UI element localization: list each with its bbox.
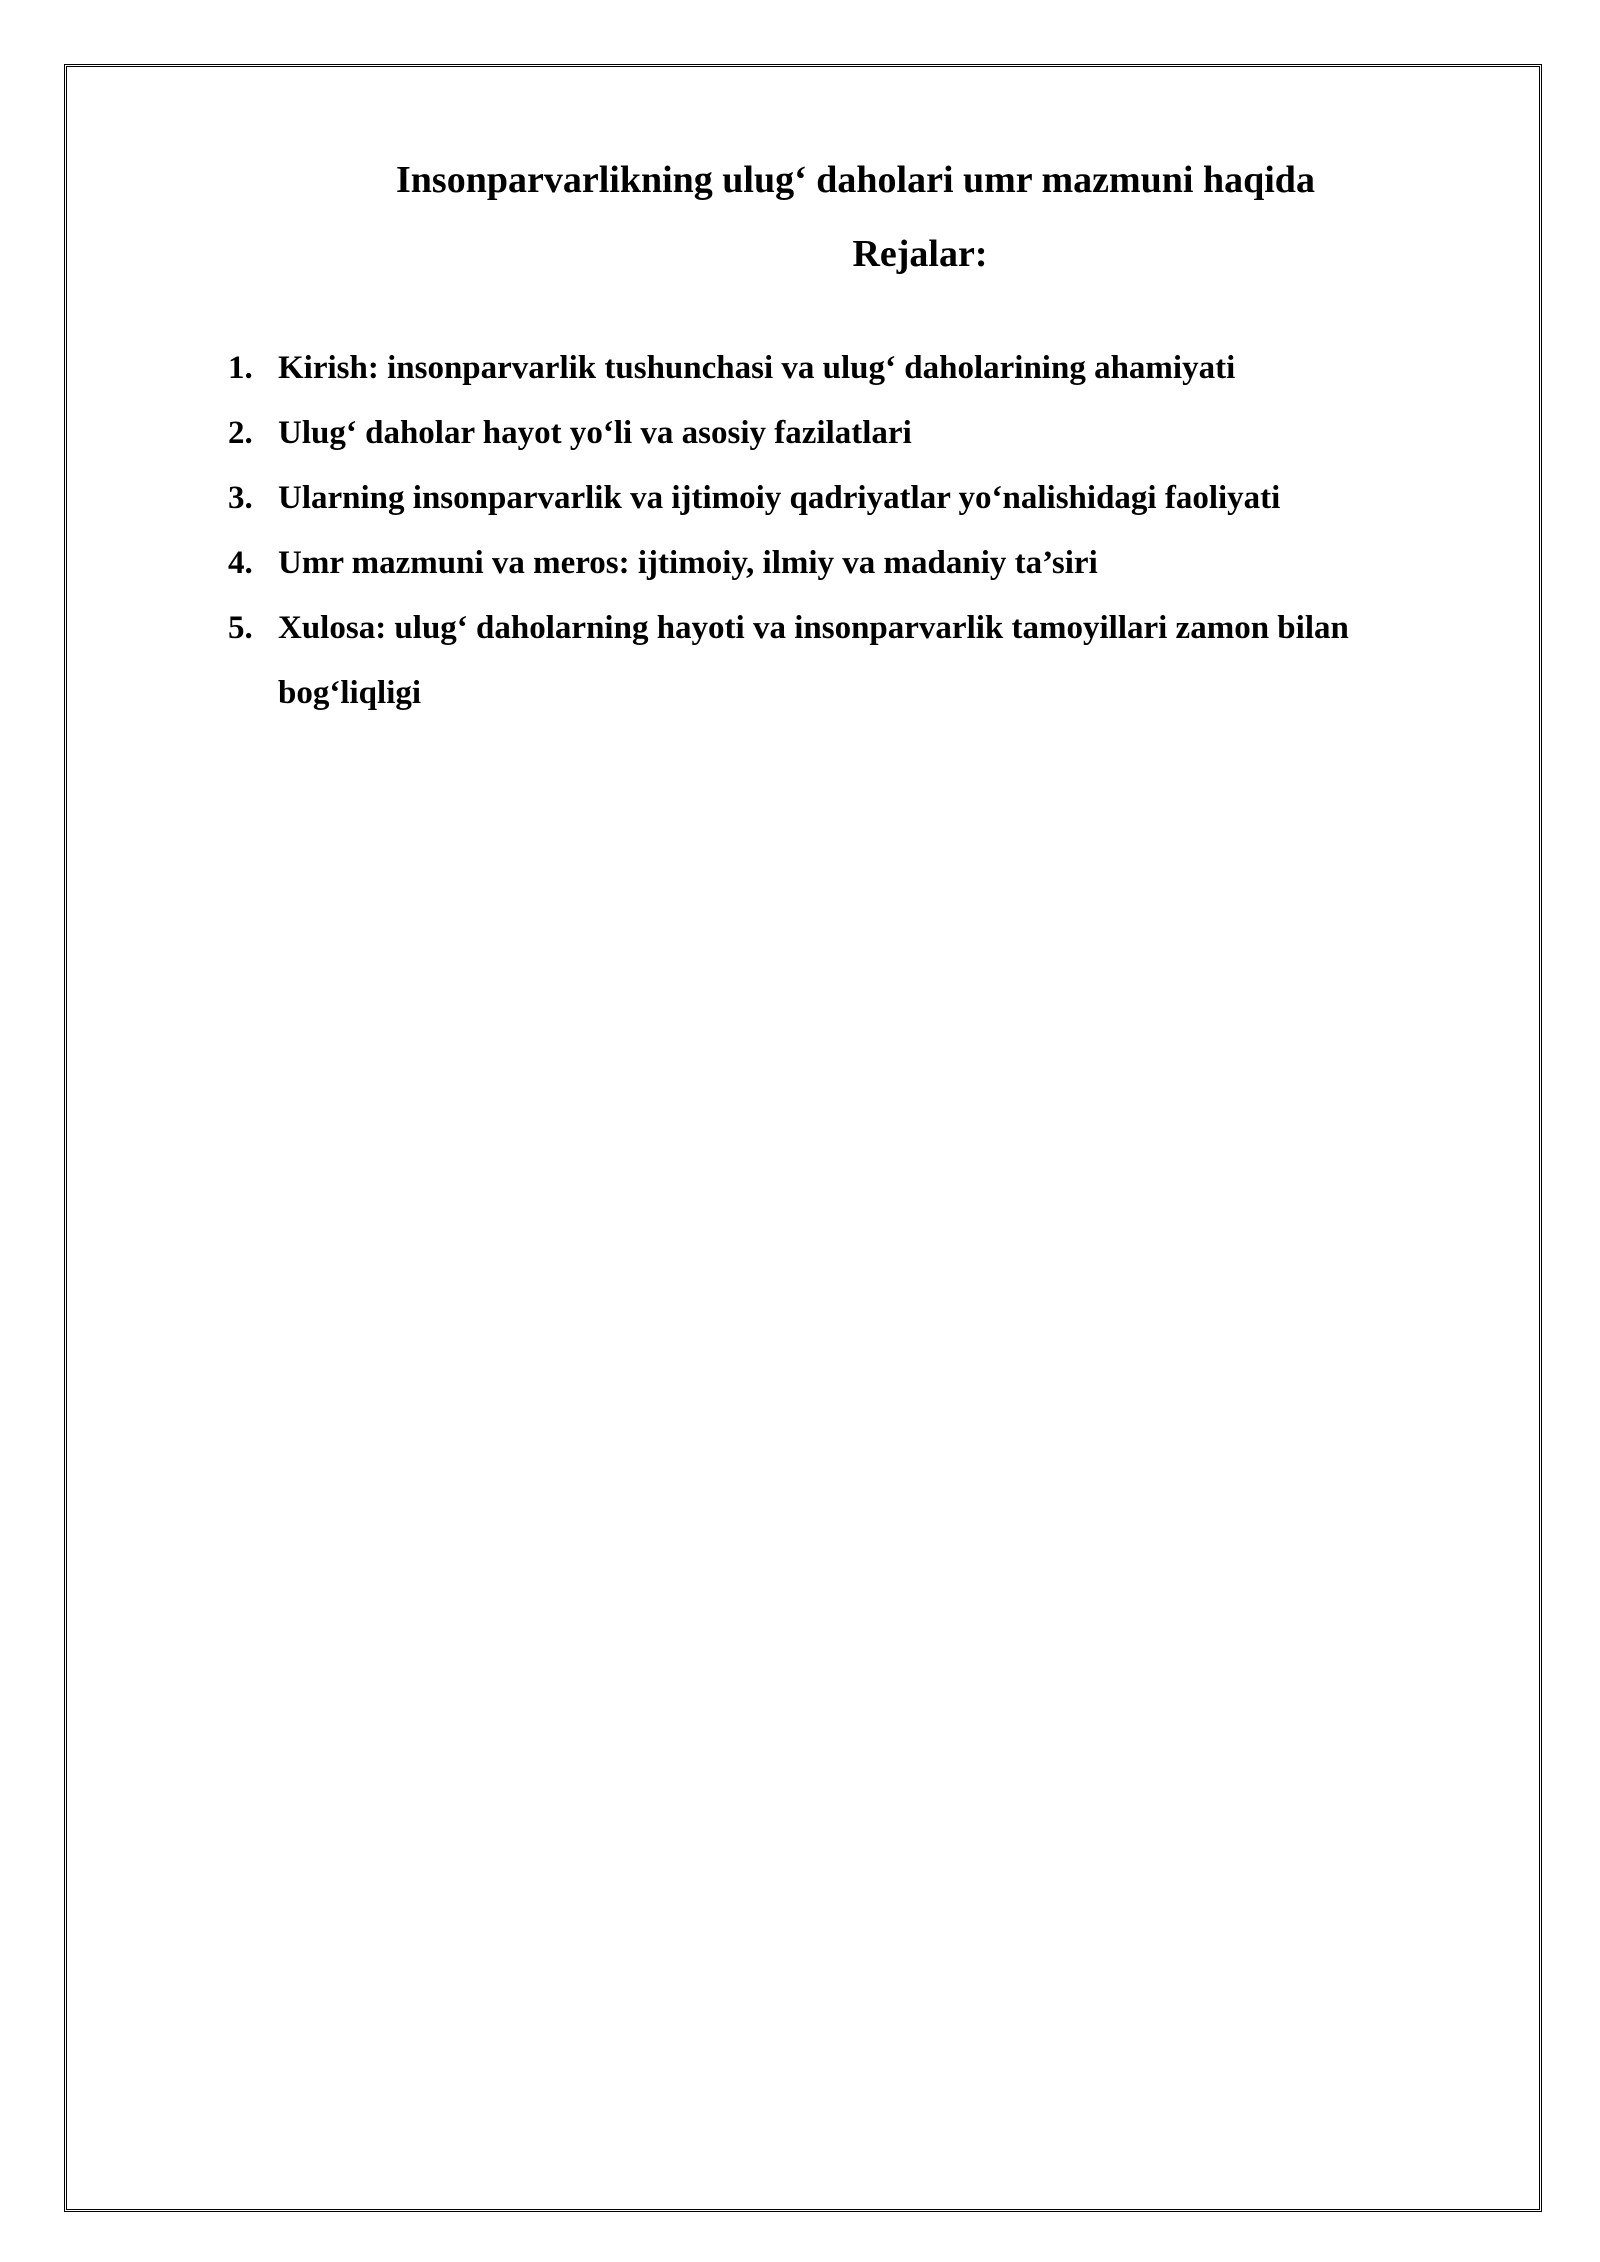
plan-item-text: Ularning insonparvarlik va ijtimoiy qadriyatlar yo‘nalishidagi faoliyati	[278, 480, 1281, 516]
plan-item-text: Ulug‘ daholar hayot yo‘li va asosiy fazilatlari	[278, 415, 912, 451]
plan-item-number: 3.	[228, 480, 253, 516]
plan-item-number: 4.	[228, 545, 253, 581]
plan-list	[228, 336, 1458, 726]
plan-item-2	[228, 401, 1458, 466]
plan-item-text: Umr mazmuni va meros: ijtimoiy, ilmiy va madaniy ta’siri	[278, 545, 1098, 581]
document-title: Insonparvarlikning ulug‘ daholari umr mazmuni haqida	[396, 159, 1315, 201]
plan-item-4	[228, 531, 1458, 596]
plan-item-text: Kirish: insonparvarlik tushunchasi va ulug‘ daholarining ahamiyati	[278, 350, 1236, 386]
plan-item-number: 2.	[228, 415, 253, 451]
plan-item-text: Xulosa: ulug‘ daholarning hayoti va insonparvarlik tamoyillari zamon bilan bog‘liqligi	[278, 610, 1349, 711]
plan-item-number: 5.	[228, 610, 253, 646]
plan-heading: Rejalar:	[852, 233, 988, 275]
plan-item-1	[228, 336, 1458, 401]
plan-item-3	[228, 466, 1458, 531]
plan-item-number: 1.	[228, 350, 253, 386]
plan-item-5	[228, 596, 1458, 726]
